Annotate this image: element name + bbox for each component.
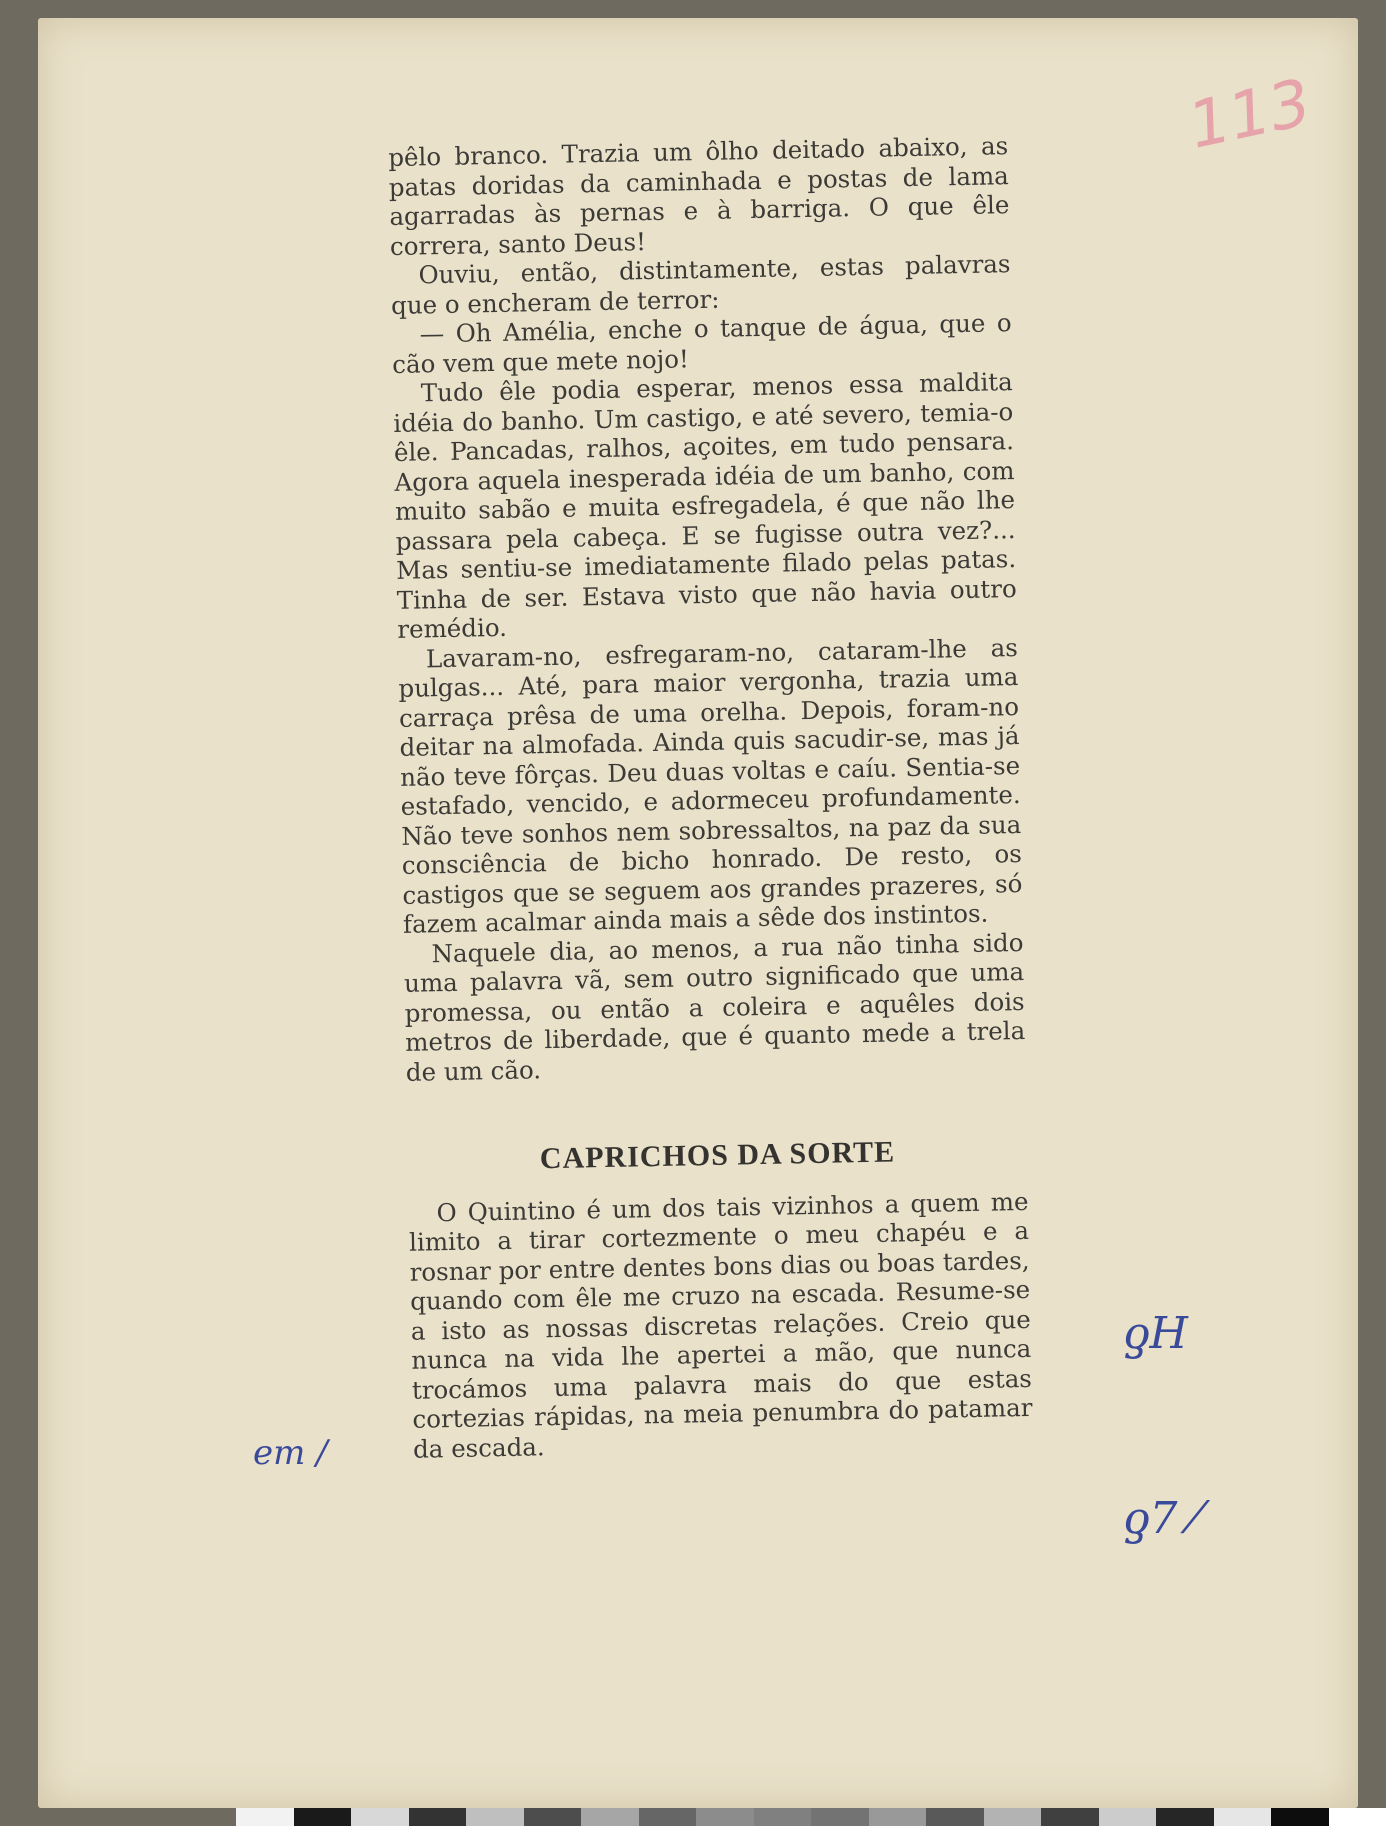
- document-page: [38, 18, 1358, 1808]
- chapter-heading: CAPRICHOS DA SORTE: [539, 1135, 896, 1176]
- margin-note-left: em /: [253, 1433, 328, 1473]
- paragraph-6: Naquele dia, ao menos, a rua não tinha sido uma palavra vã, sem outro significado que uma promessa, ou então a coleira e aquêles dois metros de liberdade, que é quanto mede a trela de um cão.: [403, 927, 1026, 1087]
- paragraph-4: Tudo êle podia esperar, menos essa maldita idéia do banho. Um castigo, e até severo, temia-o êle. Pancadas, ralhos, açoites, em tudo pensara. Agora aquela inesperada idéia de um banho, com muito sabão e muita esfregadela, é que não lhe passara pela cabeça. E se fugisse outra vez?... Mas sentiu-se imediatamente filado pelas patas. Tinha de ser. Estava visto que não havia outro remédio.: [393, 367, 1017, 644]
- calibration-swatch: [754, 1808, 812, 1826]
- calibration-bar: [236, 1808, 1386, 1826]
- margin-note-right-1: ƍH: [1123, 1308, 1188, 1359]
- calibration-swatch: [696, 1808, 754, 1826]
- calibration-swatch: [466, 1808, 524, 1826]
- chapter-paragraph: O Quintino é um dos tais vizinhos a quem me limito a tirar cortezmente o meu chapéu e a rosnar por entre dentes bons dias ou boas tardes, quando com êle me cruzo na escada. Resume-se a isto as nossas discretas relações. Creio que nunca na vida lhe apertei a mão, que nunca trocámos uma palavra mais do que estas cortezias rápidas, na meia penumbra do patamar da escada.: [408, 1186, 1033, 1464]
- calibration-swatch: [581, 1808, 639, 1826]
- calibration-swatch: [294, 1808, 352, 1826]
- calibration-swatch: [351, 1808, 409, 1826]
- calibration-swatch: [1271, 1808, 1329, 1826]
- calibration-swatch: [1156, 1808, 1214, 1826]
- paragraph-5: Lavaram-no, esfregaram-no, cataram-lhe as pulgas... Até, para maior vergonha, trazia uma carraça prêsa de uma orelha. Depois, foram-no deitar na almofada. Ainda quis sacudir-se, mas já não teve fôrças. Deu duas voltas e caíu. Sentia-se estafado, vencido, e adormeceu profundamente. Não teve sonhos nem sobressaltos, na paz da sua consciência de bicho honrado. De resto, os castigos que se seguem aos grandes prazeres, só fazem acalmar ainda mais a sêde dos instintos.: [398, 632, 1023, 939]
- paragraph-2: Ouviu, então, distintamente, estas palavras que o encheram de terror:: [390, 249, 1011, 320]
- calibration-swatch: [409, 1808, 467, 1826]
- calibration-swatch: [236, 1808, 294, 1826]
- calibration-swatch: [811, 1808, 869, 1826]
- margin-note-right-2: ƍ7 ⁄: [1123, 1493, 1199, 1544]
- calibration-swatch: [926, 1808, 984, 1826]
- body-text: [388, 131, 1033, 1464]
- calibration-swatch: [1099, 1808, 1157, 1826]
- paragraph-1: pêlo branco. Trazia um ôlho deitado abaixo, as patas doridas da caminhada e postas de lama agarradas às pernas e à barriga. O que êle correra, santo Deus!: [388, 131, 1010, 261]
- calibration-swatch: [1329, 1808, 1386, 1826]
- calibration-swatch: [524, 1808, 582, 1826]
- calibration-swatch: [1041, 1808, 1099, 1826]
- calibration-swatch: [1214, 1808, 1272, 1826]
- calibration-swatch: [984, 1808, 1042, 1826]
- folio-number: 113: [1188, 64, 1311, 166]
- calibration-swatch: [869, 1808, 927, 1826]
- paragraph-3: — Oh Amélia, enche o tanque de água, que o cão vem que mete nojo!: [391, 308, 1012, 379]
- calibration-swatch: [639, 1808, 697, 1826]
